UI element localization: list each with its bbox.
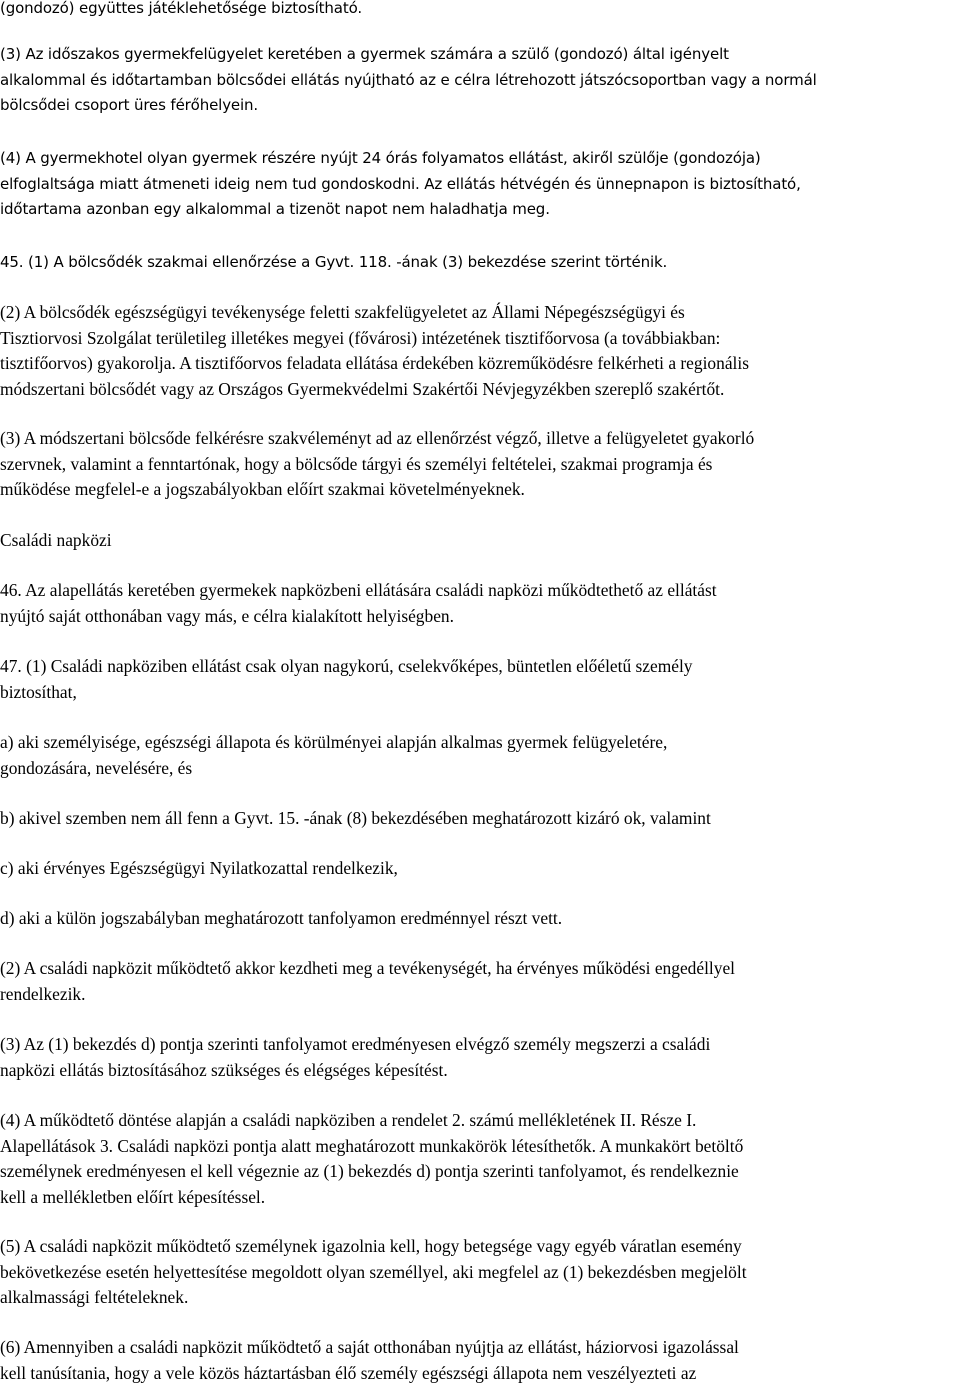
text-line: (4) A működtető döntése alapján a családi napköziben a rendelet 2. számú mellékletének II. Része I.	[0, 1110, 697, 1130]
text-line: (gondozó) együttes játéklehetősége biztosítható.	[0, 0, 362, 17]
section-47-paragraph-5	[0, 1234, 960, 1311]
section-47-paragraph-4	[0, 1108, 960, 1210]
section-47-paragraph-3	[0, 1032, 960, 1083]
text-line: (3) Az (1) bekezdés d) pontja szerinti tanfolyamot eredményesen elvégző személy megszerzi a családi	[0, 1034, 711, 1054]
text-line: időtartama azonban egy alkalommal a tizenöt napot nem haladhatja meg.	[0, 200, 550, 218]
section-47-paragraph-6	[0, 1335, 960, 1384]
text-line: (2) A családi napközit működtető akkor kezdheti meg a tevékenységét, ha érvényes működési engedéllyel	[0, 958, 735, 978]
text-line: Alapellátások 3. Családi napközi pontja alatt meghatározott munkakörök létesíthetők. A munkakört betöltő	[0, 1135, 744, 1156]
text-line: 45. (1) A bölcsődék szakmai ellenőrzése a Gyvt. 118. -ának (3) bekezdése szerint történik.	[0, 253, 668, 271]
section-heading-family-daycare	[0, 528, 960, 554]
text-line: (3) Az időszakos gyermekfelügyelet keretében a gyermek számára a szülő (gondozó) által igényelt	[0, 45, 729, 63]
text-line: gondozására, nevelésére, és	[0, 757, 193, 778]
text-line: bölcsődei csoport üres férőhelyein.	[0, 96, 259, 114]
text-line: 46. Az alapellátás keretében gyermekek napközbeni ellátására családi napközi működtethető az ellátást	[0, 580, 717, 600]
text-line: alkalmassági feltételeknek.	[0, 1287, 189, 1307]
section-heading: Családi napközi	[0, 530, 112, 550]
text-line: c) aki érvényes Egészségügyi Nyilatkozattal rendelkezik,	[0, 858, 398, 878]
text-line: bekövetkezése esetén helyettesítése megoldott olyan személlyel, aki megfelel az (1) bekezdésben megjelölt	[0, 1261, 747, 1282]
text-line: biztosíthat,	[0, 681, 77, 702]
text-line: kell a mellékletben előírt képesítéssel.	[0, 1186, 266, 1207]
text-line: nyújtó saját otthonában vagy más, e célra kialakított helyiségben.	[0, 605, 454, 626]
text-line: működése megfelel-e a jogszabályokban előírt szakmai követelményeknek.	[0, 479, 525, 499]
text-line: 47. (1) Családi napköziben ellátást csak olyan nagykorú, cselekvőképes, büntetlen előéletű személy	[0, 656, 693, 676]
text-line: elfoglaltsága miatt átmeneti ideig nem tud gondoskodni. Az ellátás hétvégén és ünnepnapon is biztosítható,	[0, 174, 801, 193]
text-line: b) akivel szemben nem áll fenn a Gyvt. 15. -ának (8) bekezdésében meghatározott kizáró ok, valamint	[0, 808, 711, 828]
paragraph-continuation	[0, 0, 960, 22]
text-line: alkalommal és időtartamban bölcsődei ellátás nyújtható az e célra létrehozott játszócsoportban vagy a normál	[0, 70, 817, 89]
text-line: kell tanúsítania, hogy a vele közös háztartásban élő személy egészségi állapota nem veszélyezteti az	[0, 1362, 697, 1383]
paragraph-4-child-hotel	[0, 146, 960, 223]
text-line: a) aki személyisége, egészségi állapota és körülményei alapján alkalmas gyermek felügyeletére,	[0, 732, 668, 752]
text-line: (2) A bölcsődék egészségügyi tevékenysége feletti szakfelügyeletet az Állami Népegészségügyi és	[0, 302, 685, 322]
text-line: rendelkezik.	[0, 983, 86, 1004]
section-45	[0, 250, 960, 276]
point-d	[0, 906, 960, 932]
text-line: (6) Amennyiben a családi napközit működtető a saját otthonában nyújtja az ellátást, háziorvosi igazolással	[0, 1337, 739, 1357]
paragraph-2-health-supervision	[0, 300, 960, 402]
text-line: Tisztiorvosi Szolgálat területileg illetékes megyei (fővárosi) intézetének tisztifőorvosa (a továbbiakban:	[0, 327, 721, 348]
text-line: (3) A módszertani bölcsőde felkérésre szakvéleményt ad az ellenőrzést végző, illetve a felügyeletet gyakorló	[0, 428, 755, 448]
paragraph-3-methodological-nursery	[0, 426, 960, 503]
text-line: személynek eredményesen el kell végeznie az (1) bekezdés d) pontja szerinti tanfolyamot, és rendelkeznie	[0, 1161, 739, 1181]
section-46	[0, 578, 960, 629]
section-47-paragraph-1	[0, 654, 960, 705]
point-a	[0, 730, 960, 781]
text-line: tisztifőorvos) gyakorolja. A tisztifőorvos feladata ellátása érdekében közreműködésre felkérheti a regionális	[0, 353, 749, 373]
text-line: napközi ellátás biztosításához szükséges és elégséges képesítést.	[0, 1059, 448, 1080]
text-line: módszertani bölcsődét vagy az Országos Gyermekvédelmi Szakértői Névjegyzékben szereplő szakértőt.	[0, 378, 725, 399]
text-line: d) aki a külön jogszabályban meghatározott tanfolyamon eredménnyel részt vett.	[0, 908, 563, 928]
text-line: (4) A gyermekhotel olyan gyermek részére nyújt 24 órás folyamatos ellátást, akiről szülője (gondozója)	[0, 149, 761, 167]
point-b	[0, 806, 960, 832]
point-c	[0, 856, 960, 882]
text-line: (5) A családi napközit működtető személynek igazolnia kell, hogy betegsége vagy egyéb váratlan esemény	[0, 1236, 742, 1256]
section-47-paragraph-2	[0, 956, 960, 1007]
text-line: szervnek, valamint a fenntartónak, hogy a bölcsőde tárgyi és személyi feltételei, szakmai programja és	[0, 453, 713, 474]
paragraph-3-periodic-childcare	[0, 42, 960, 119]
